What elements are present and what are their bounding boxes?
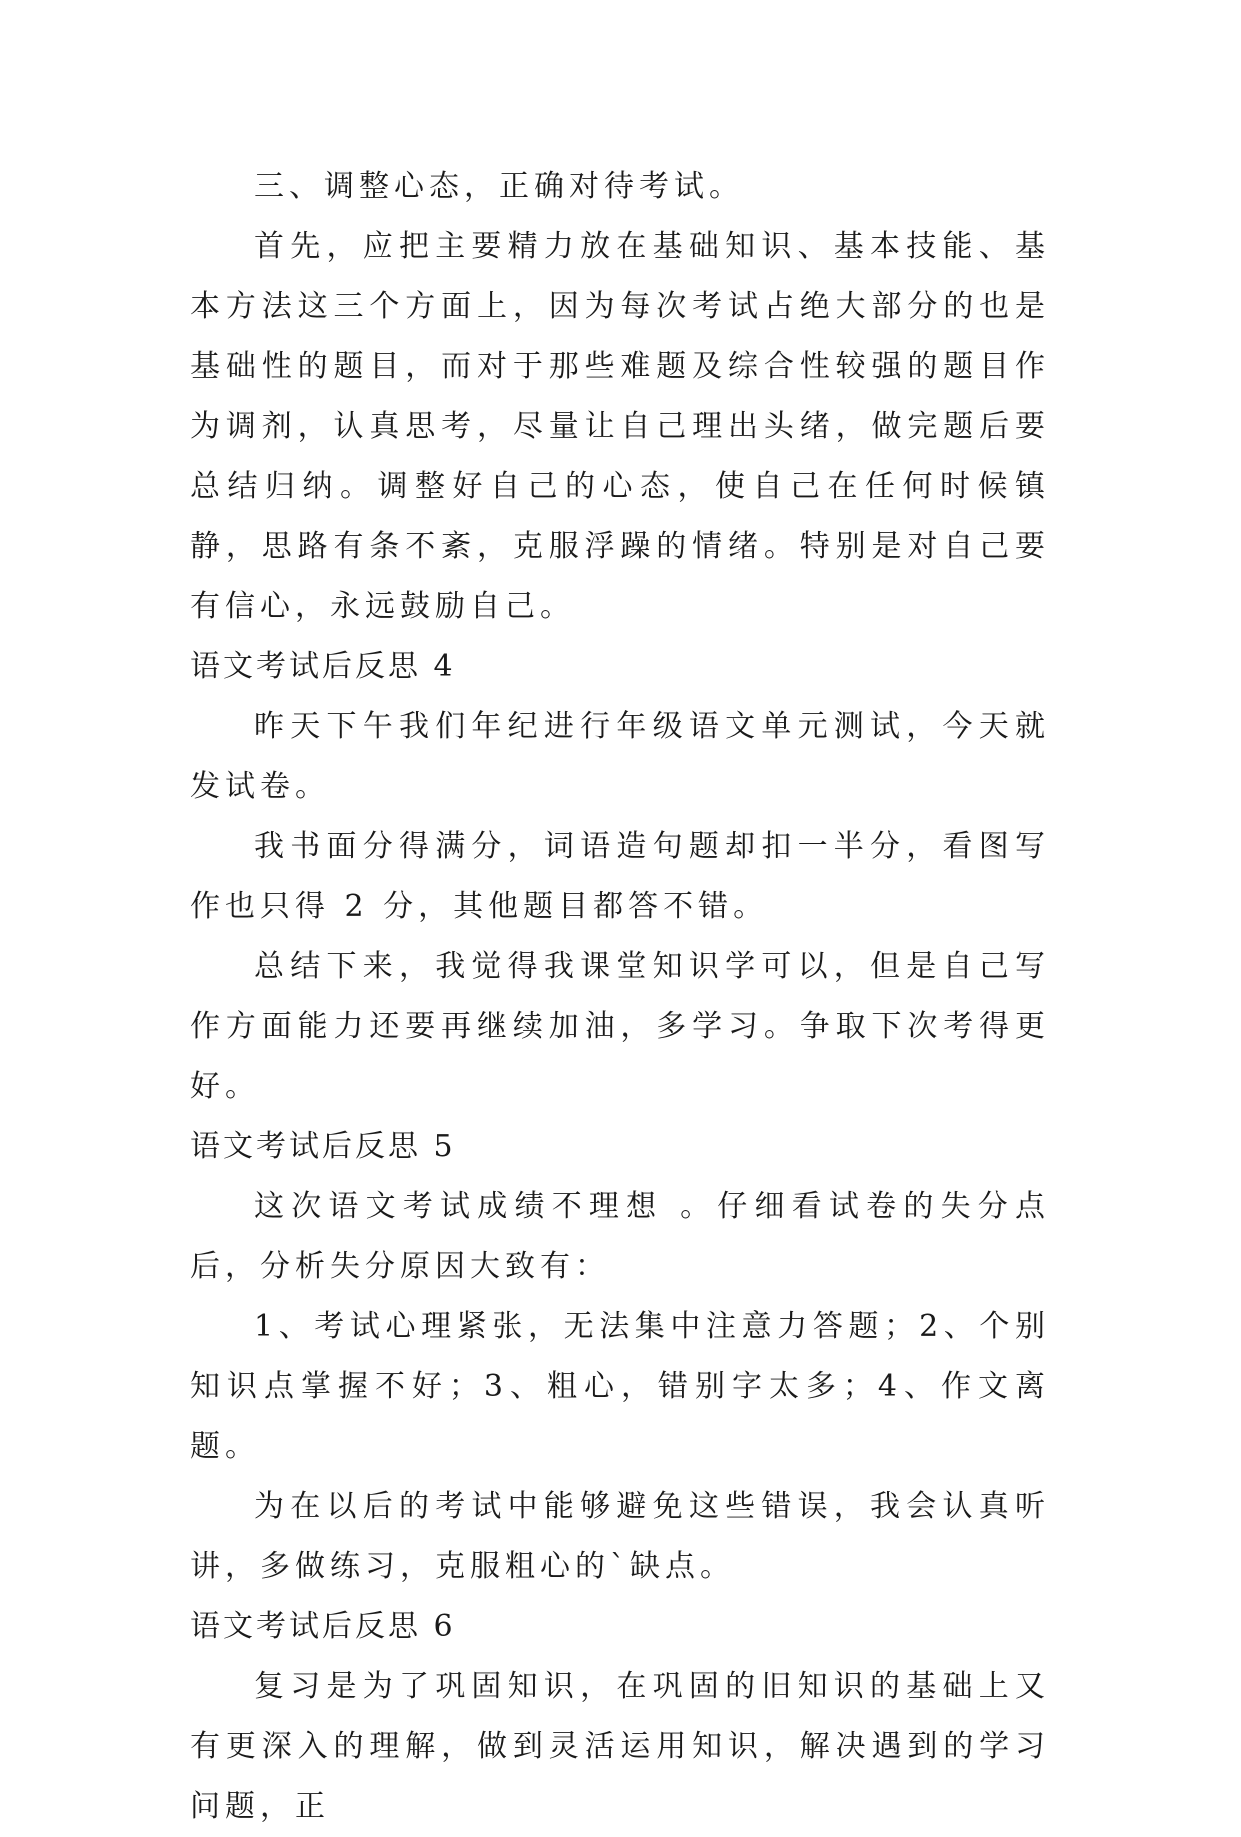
paragraph-summary: 总结下来，我觉得我课堂知识学可以，但是自己写作方面能力还要再继续加油，多学习。争取下次考得更好。 (190, 949, 1050, 1104)
paragraph-reasons: 1、考试心理紧张，无法集中注意力答题；2、个别知识点掌握不好；3、粗心，错别字太多；4、作文离题。 (190, 1309, 1050, 1464)
paragraph-poor-result: 这次语文考试成绩不理想 。仔细看试卷的失分点后，分析失分原因大致有： (190, 1189, 1050, 1284)
section-heading-reflection-4: 语文考试后反思 4 (190, 649, 456, 684)
paragraph-unit-test: 昨天下午我们年纪进行年级语文单元测试，今天就发试卷。 (190, 709, 1050, 804)
paragraph-scores: 我书面分得满分，词语造句题却扣一半分，看图写作也只得 2 分，其他题目都答不错。 (190, 829, 1050, 924)
section-heading-reflection-6: 语文考试后反思 6 (190, 1609, 456, 1644)
paragraph-basics-focus: 首先，应把主要精力放在基础知识、基本技能、基本方法这三个方面上，因为每次考试占绝大部分的也是基础性的题目，而对于那些难题及综合性较强的题目作为调剂，认真思考，尽量让自己理出头绪，做完题后要总结归纳。调整好自己的心态，使自己在任何时候镇静，思路有条不紊，克服浮躁的情绪。特别是对自己要有信心，永远鼓励自己。 (190, 229, 1050, 624)
paragraph-improvement: 为在以后的考试中能够避免这些错误，我会认真听讲，多做练习，克服粗心的`缺点。 (190, 1489, 1050, 1584)
paragraph-review-purpose: 复习是为了巩固知识，在巩固的旧知识的基础上又有更深入的理解，做到灵活运用知识，解决遇到的学习问题，正 (190, 1669, 1050, 1824)
paragraph-adjust-mindset: 三、调整心态，正确对待考试。 (254, 169, 744, 204)
section-heading-reflection-5: 语文考试后反思 5 (190, 1129, 456, 1164)
document-body (190, 157, 1050, 1837)
